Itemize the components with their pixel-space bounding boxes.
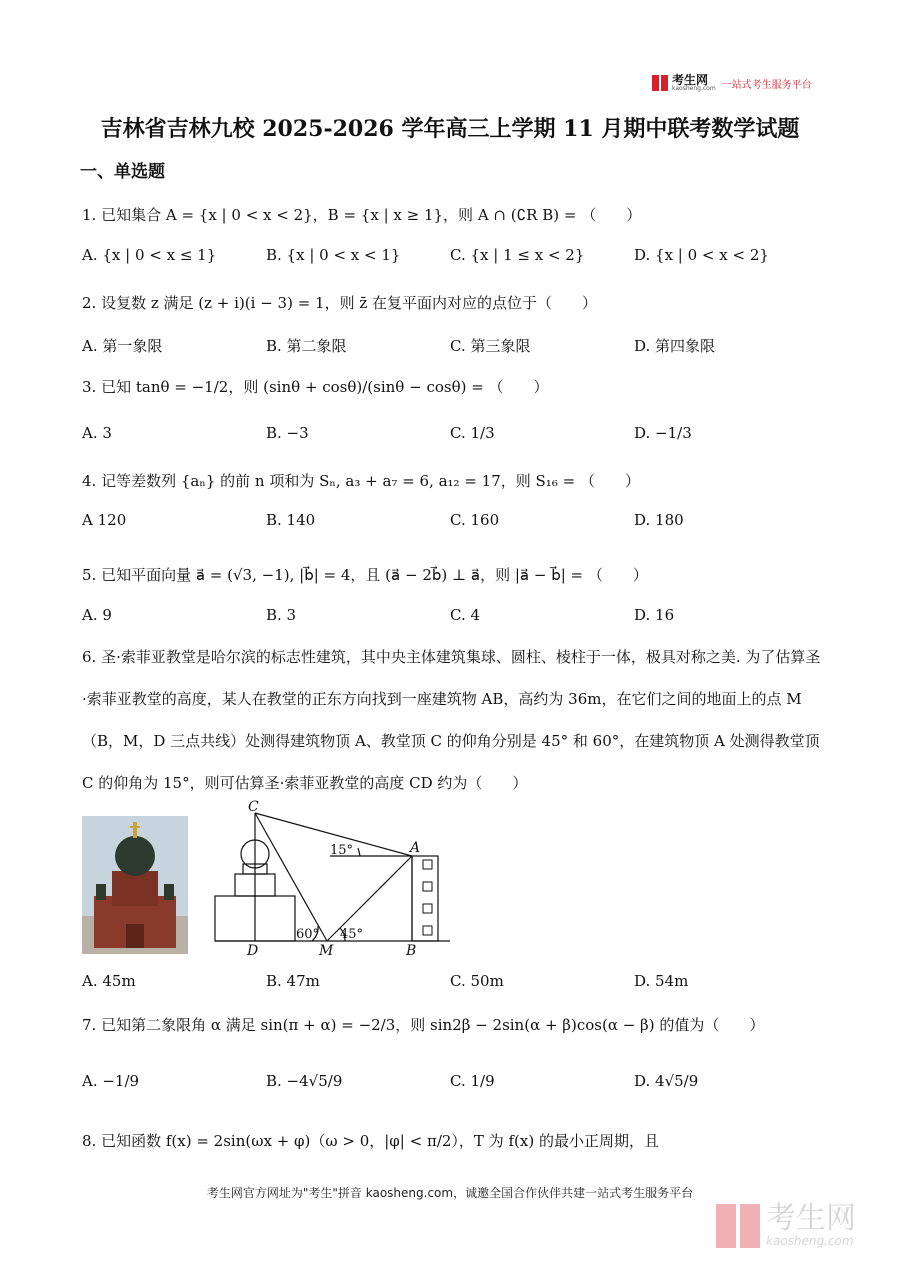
q1-option-d: D. {x | 0 < x < 2} xyxy=(634,246,769,264)
q6-option-c: C. 50m xyxy=(450,972,504,990)
q2-option-b: B. 第二象限 xyxy=(266,337,347,355)
watermark xyxy=(716,1201,856,1248)
q1-option-a: A. {x | 0 < x ≤ 1} xyxy=(82,246,217,264)
watermark-url: kaosheng.com xyxy=(766,1234,854,1248)
label-a: A xyxy=(410,840,421,856)
page-footer: 考生网官方网址为"考生"拼音 kaosheng.com，诚邀全国合作伙伴共建一站式考生服务平台 xyxy=(206,1186,694,1200)
cathedral-photo xyxy=(82,816,188,954)
q3-option-b: B. −3 xyxy=(266,424,309,442)
q7-option-a: A. −1/9 xyxy=(82,1072,140,1090)
q7-option-b: B. −4√5/9 xyxy=(266,1072,343,1090)
question-1: 1. 已知集合 A = {x | 0 < x < 2}，B = {x | x ≥ 1}，则 A ∩ (∁R B) = （ ） xyxy=(82,206,642,224)
question-3: 3. 已知 tanθ = −1/2，则 (sinθ + cosθ)/(sinθ − cosθ) = （ ） xyxy=(82,378,549,396)
logo-name: 考生网 xyxy=(672,73,709,87)
q6-option-b: B. 47m xyxy=(266,972,320,990)
angle-45: 45° xyxy=(340,927,364,942)
logo-slogan: 一站式考生服务平台 xyxy=(721,79,812,91)
logo-icon xyxy=(652,75,668,91)
site-logo xyxy=(652,74,812,92)
q2-option-c: C. 第三象限 xyxy=(450,337,531,355)
geometry-figure xyxy=(210,798,460,960)
label-c: C xyxy=(248,799,259,815)
question-6: 6. 圣·索菲亚教堂是哈尔滨的标志性建筑，其中央主体建筑集球、圆柱、棱柱于一体，极具对称之美. 为了估算圣·索菲亚教堂的高度，某人在教堂的正东方向找到一座建筑物 AB，高约为 36m，在它们之间的地面上的点 M（B，M，D 三点共线）处测得建筑物顶 A、教堂顶 C 的仰角分别是 45° 和 60°，在建筑物顶 A 处测得教堂顶 C 的仰角为 15°，则可估算圣·索菲亚教堂的高度 CD 约为（ ） xyxy=(82,648,821,792)
question-2: 2. 设复数 z 满足 (z + i)(i − 3) = 1，则 z̄ 在复平面内对应的点位于（ ） xyxy=(82,294,598,312)
q6-option-a: A. 45m xyxy=(82,972,136,990)
label-b: B xyxy=(406,943,417,959)
q5-option-d: D. 16 xyxy=(634,606,675,624)
page-title: 吉林省吉林九校 2025-2026 学年高三上学期 11 月期中联考数学试题 xyxy=(100,116,800,142)
label-d: D xyxy=(247,943,259,959)
q4-option-d: D. 180 xyxy=(634,511,684,529)
q1-option-c: C. {x | 1 ≤ x < 2} xyxy=(450,246,585,264)
q6-option-d: D. 54m xyxy=(634,972,689,990)
q4-option-c: C. 160 xyxy=(450,511,500,529)
q3-option-c: C. 1/3 xyxy=(450,424,495,442)
q5-option-c: C. 4 xyxy=(450,606,481,624)
label-m: M xyxy=(319,943,334,959)
angle-60: 60° xyxy=(296,927,320,942)
q7-option-d: D. 4√5/9 xyxy=(634,1072,699,1090)
question-4: 4. 记等差数列 {aₙ} 的前 n 项和为 Sₙ, a₃ + a₇ = 6, a₁₂ = 17，则 S₁₆ = （ ） xyxy=(82,472,640,490)
q5-option-a: A. 9 xyxy=(82,606,112,624)
q3-option-d: D. −1/3 xyxy=(634,424,692,442)
q3-option-a: A. 3 xyxy=(82,424,112,442)
angle-15: 15° xyxy=(330,843,354,858)
watermark-name: 考生网 xyxy=(766,1201,856,1236)
q4-option-a: A 120 xyxy=(82,511,127,529)
question-7: 7. 已知第二象限角 α 满足 sin(π + α) = −2/3，则 sin2β − 2sin(α + β)cos(α − β) 的值为（ ） xyxy=(82,1016,765,1034)
question-8: 8. 已知函数 f(x) = 2sin(ωx + φ)（ω > 0，|φ| < π/2），T 为 f(x) 的最小正周期，且 xyxy=(82,1132,659,1150)
q2-option-d: D. 第四象限 xyxy=(634,337,716,355)
section-heading: 一、单选题 xyxy=(80,162,165,182)
logo-url: kaosheng.com xyxy=(672,85,716,92)
question-5: 5. 已知平面向量 a⃗ = (√3, −1), |b⃗| = 4，且 (a⃗ − 2b⃗) ⊥ a⃗，则 |a⃗ − b⃗| = （ ） xyxy=(82,566,648,584)
q1-option-b: B. {x | 0 < x < 1} xyxy=(266,246,401,264)
q7-option-c: C. 1/9 xyxy=(450,1072,495,1090)
q4-option-b: B. 140 xyxy=(266,511,316,529)
watermark-logo-icon xyxy=(716,1204,760,1248)
q2-option-a: A. 第一象限 xyxy=(82,337,163,355)
q5-option-b: B. 3 xyxy=(266,606,297,624)
